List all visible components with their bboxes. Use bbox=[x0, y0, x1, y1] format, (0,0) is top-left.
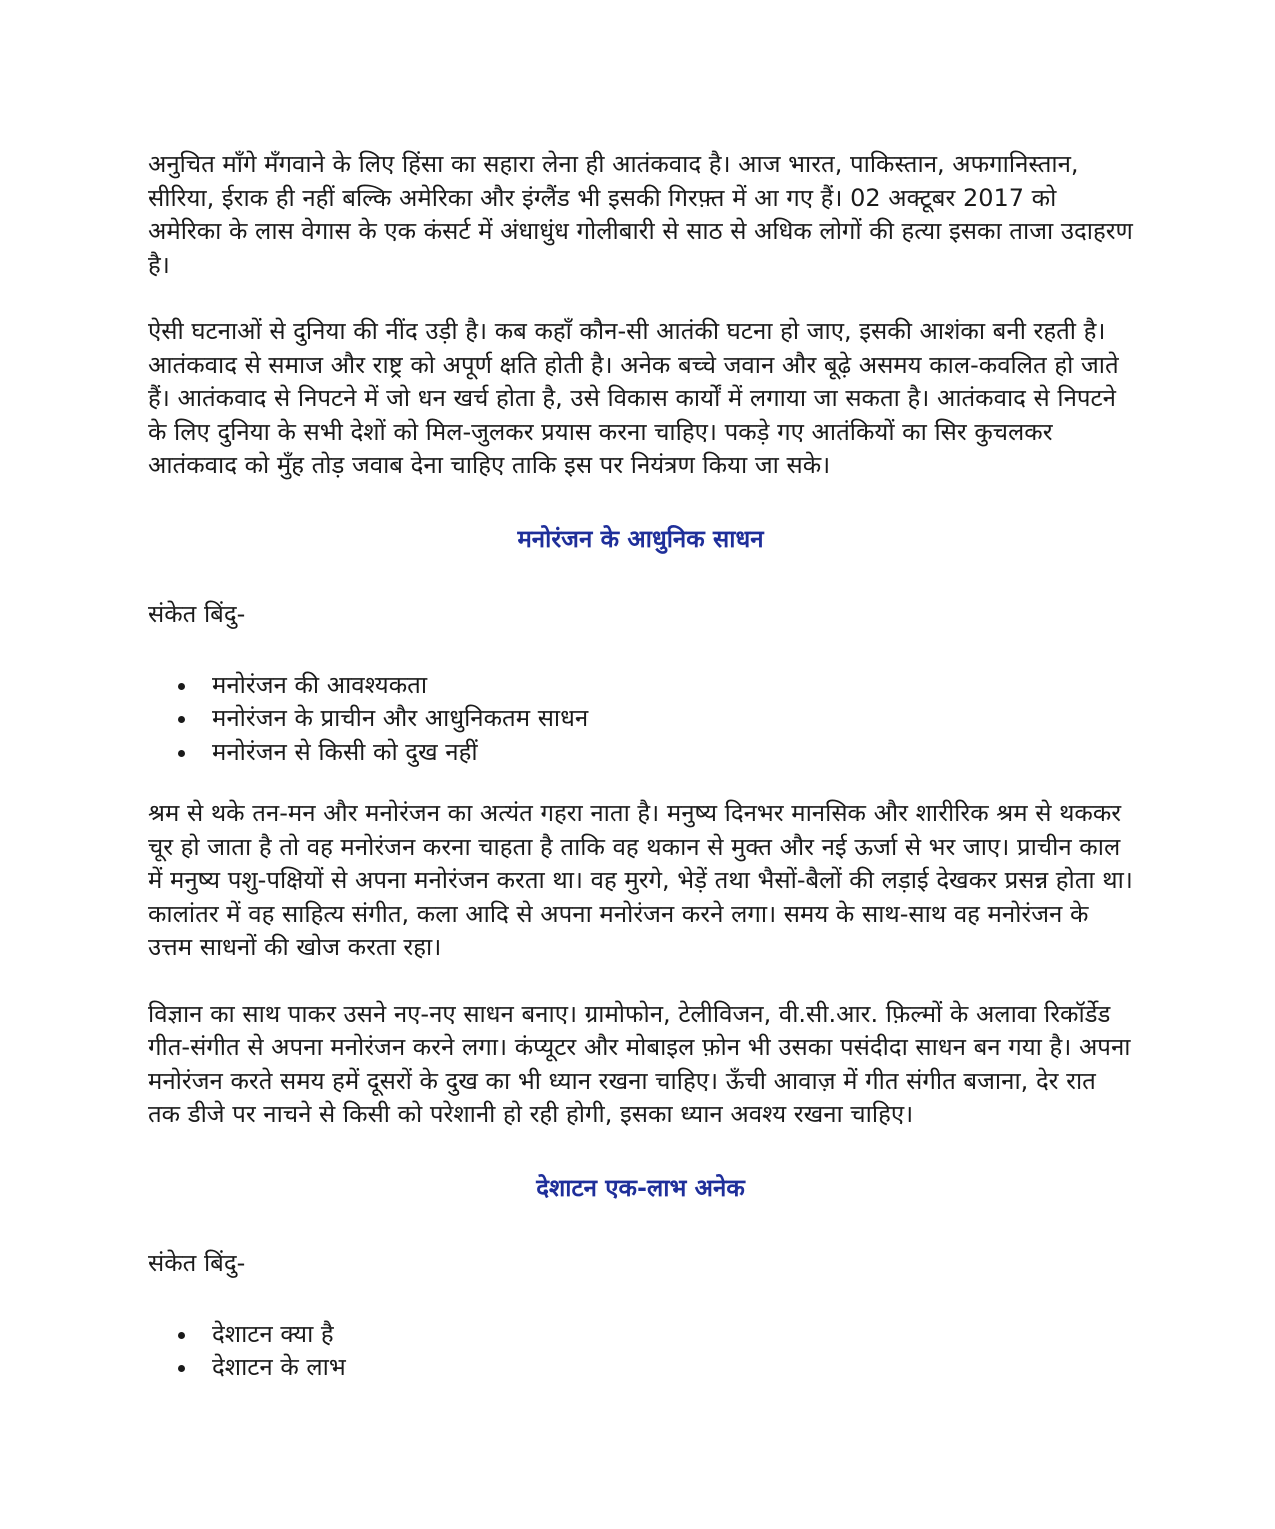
hint-points-list bbox=[148, 669, 1133, 770]
list-item-text: देशाटन क्या है bbox=[212, 1319, 334, 1348]
hint-points-label: संकेत बिंदु- bbox=[148, 599, 246, 628]
hint-points-label: संकेत बिंदु- bbox=[148, 1248, 246, 1277]
bullet-icon bbox=[178, 683, 185, 690]
list-item bbox=[148, 702, 1133, 736]
bullet-icon bbox=[178, 716, 185, 723]
list-item-text: मनोरंजन की आवश्यकता bbox=[212, 670, 428, 699]
list-item-text: मनोरंजन के प्राचीन और आधुनिकतम साधन bbox=[212, 704, 589, 732]
list-item-text: मनोरंजन से किसी को दुख नहीं bbox=[212, 737, 478, 766]
document-page bbox=[148, 148, 1133, 1385]
section-heading-travel: देशाटन एक-लाभ अनेक bbox=[536, 1173, 745, 1202]
list-item bbox=[148, 1351, 1133, 1385]
list-item-text: देशाटन के लाभ bbox=[212, 1353, 346, 1381]
bullet-icon bbox=[178, 1332, 185, 1339]
paragraph-terrorism-intro: अनुचित माँगे मँगवाने के लिए हिंसा का सहारा लेना ही आतंकवाद है। आज भारत, पाकिस्तान, अफगानिस्तान, सीरिया, ईराक ही नहीं बल्कि अमेरिका और इंग्लैंड भी इसकी गिरफ़्त में आ गए हैं। 02 अक्टूबर 2017 को अमेरिका के लास वेगास के एक कंसर्ट में अंधाधुंध गोलीबारी से साठ से अधिक लोगों की हत्या इसका ताजा उदाहरण है। bbox=[148, 150, 1133, 279]
paragraph-terrorism-effects: ऐसी घटनाओं से दुनिया की नींद उड़ी है। कब कहाँ कौन-सी आतंकी घटना हो जाए, इसकी आशंका बनी रहती है। आतंकवाद से समाज और राष्ट्र को अपूर्ण क्षति होती है। अनेक बच्चे जवान और बूढ़े असमय काल-कवलित हो जाते हैं। आतंकवाद से निपटने में जो धन खर्च होता है, उसे विकास कार्यों में लगाया जा सकता है। आतंकवाद से निपटने के लिए दुनिया के सभी देशों को मिल-जुलकर प्रयास करना चाहिए। पकड़े गए आतंकियों का सिर कुचलकर आतंकवाद को मुँह तोड़ जवाब देना चाहिए ताकि इस पर नियंत्रण किया जा सके। bbox=[148, 317, 1119, 479]
section-heading-entertainment: मनोरंजन के आधुनिक साधन bbox=[517, 524, 764, 553]
bullet-icon bbox=[178, 750, 185, 757]
paragraph-entertainment-history: श्रम से थके तन-मन और मनोरंजन का अत्यंत गहरा नाता है। मनुष्य दिनभर मानसिक और शारीरिक श्रम से थककर चूर हो जाता है तो वह मनोरंजन करना चाहता है ताकि वह थकान से मुक्त और नई ऊर्जा से भर जाए। प्राचीन काल में मनुष्य पशु-पक्षियों से अपना मनोरंजन करता था। वह मुरगे, भेड़ें तथा भैसों-बैलों की लड़ाई देखकर प्रसन्न होता था। कालांतर में वह साहित्य संगीत, कला आदि से अपना मनोरंजन करने लगा। समय के साथ-साथ वह मनोरंजन के उत्तम साधनों की खोज करता रहा। bbox=[148, 799, 1133, 961]
bullet-icon bbox=[178, 1365, 185, 1372]
paragraph-entertainment-modern: विज्ञान का साथ पाकर उसने नए-नए साधन बनाए। ग्रामोफोन, टेलीविजन, वी.सी.आर. फ़िल्मों के अलावा रिकॉर्डेड गीत-संगीत से अपना मनोरंजन करने लगा। कंप्यूटर और मोबाइल फ़ोन भी उसका पसंदीदा साधन बन गया है। अपना मनोरंजन करते समय हमें दूसरों के दुख का भी ध्यान रखना चाहिए। ऊँची आवाज़ में गीत संगीत बजाना, देर रात तक डीजे पर नाचने से किसी को परेशानी हो रही होगी, इसका ध्यान अवश्य रखना चाहिए। bbox=[148, 999, 1131, 1128]
list-item bbox=[148, 1318, 1133, 1352]
hint-points-list bbox=[148, 1318, 1133, 1385]
list-item bbox=[148, 736, 1133, 770]
list-item bbox=[148, 669, 1133, 703]
